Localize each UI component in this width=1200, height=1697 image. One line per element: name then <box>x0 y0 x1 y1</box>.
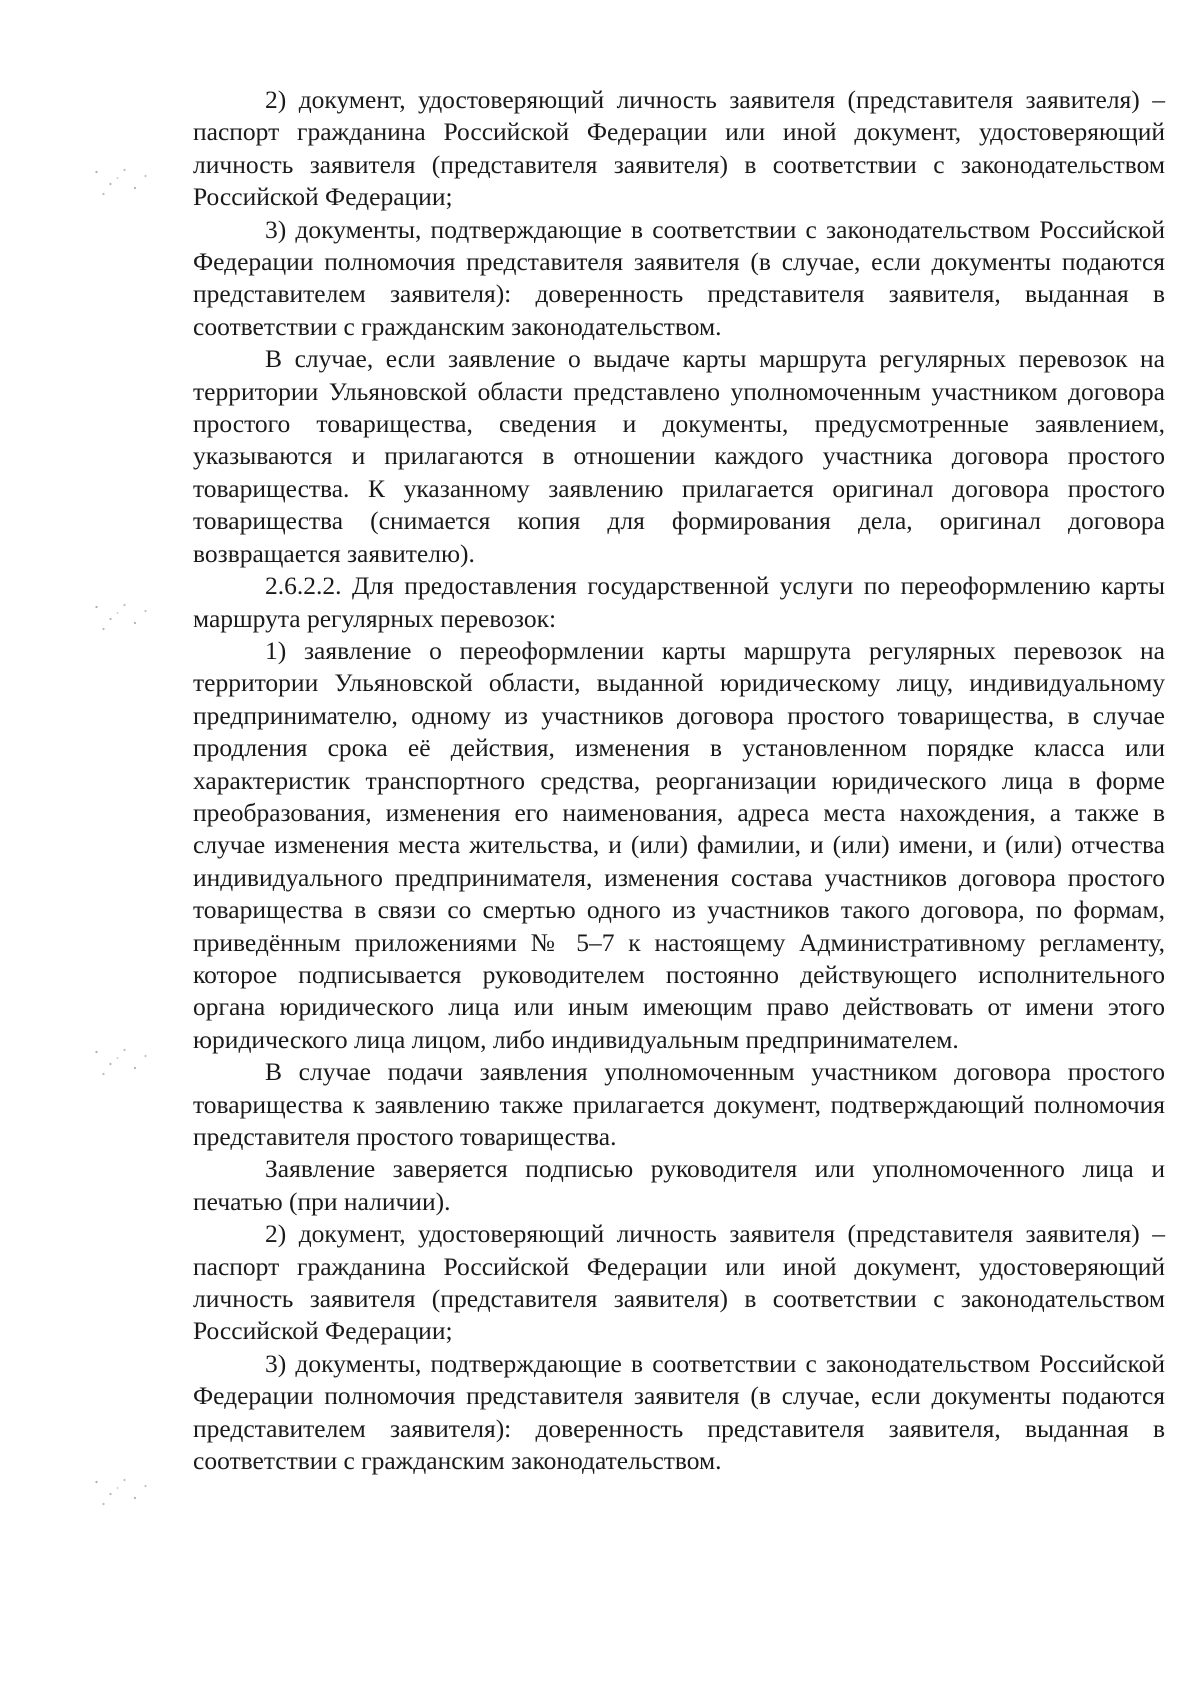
paragraph-reissue-application: 1) заявление о переоформлении карты маршрута регулярных перевозок на территории Ульяновской области, выданной юридическому лицу, индивидуальному предпринимателю, одному из участников договора простого товарищества, в случае продления срока её действия, изменения в установленном порядке класса или характеристик транспортного средства, реорганизации юридического лица в форме преобразования, изменения его наименования, адреса места нахождения, а также в случае изменения места жительства, и (или) фамилии, и (или) имени, и (или) отчества индивидуального предпринимателя, изменения состава участников договора простого товарищества в связи со смертью одного из участников такого договора, по формам, приведённым приложениями № 5–7 к настоящему Административному регламенту, которое подписывается руководителем постоянно действующего исполнительного органа юридического лица или иным имеющим право действовать от имени этого юридического лица лицом, либо индивидуальным предпринимателем. <box>193 635 1165 1054</box>
scan-speck <box>86 160 156 200</box>
paragraph-authority-documents-2: 3) документы, подтверждающие в соответствии с законодательством Российской Федерации полномочия представителя заявителя (в случае, если документы подаются представителем заявителя): доверенность представителя заявителя, выданная в соответствии с гражданским законодательством. <box>193 1348 1165 1476</box>
document-page <box>193 84 1165 1477</box>
paragraph-simple-partnership: В случае, если заявление о выдаче карты маршрута регулярных перевозок на территории Ульяновской области представлено уполномоченным участником договора простого товарищества, сведения и документы, предусмотренные заявлением, указываются и прилагаются в отношении каждого участника договора простого товарищества. К указанному заявлению прилагается оригинал договора простого товарищества (снимается копия для формирования дела, оригинал договора возвращается заявителю). <box>193 344 1165 568</box>
paragraph-authority-documents-1: 3) документы, подтверждающие в соответствии с законодательством Российской Федерации полномочия представителя заявителя (в случае, если документы подаются представителем заявителя): доверенность представителя заявителя, выданная в соответствии с гражданским законодательством. <box>193 214 1165 341</box>
scan-speck <box>86 595 156 635</box>
paragraph-signature-seal: Заявление заверяется подписью руководителя или уполномоченного лица и печатью (при наличии). <box>193 1154 1165 1216</box>
paragraph-identity-document-1: 2) документ, удостоверяющий личность заявителя (представителя заявителя) – паспорт гражданина Российской Федерации или иной документ, удостоверяющий личность заявителя (представителя заявителя) в соответствии с законодательством Российской Федерации; <box>193 85 1165 212</box>
scan-speck <box>86 1040 156 1080</box>
paragraph-authorized-participant: В случае подачи заявления уполномоченным участником договора простого товарищества к заявлению также прилагается документ, подтверждающий полномочия представителя простого товарищества. <box>193 1057 1165 1151</box>
scan-speck <box>86 1470 156 1510</box>
paragraph-identity-document-2: 2) документ, удостоверяющий личность заявителя (представителя заявителя) – паспорт гражданина Российской Федерации или иной документ, удостоверяющий личность заявителя (представителя заявителя) в соответствии с законодательством Российской Федерации; <box>193 1219 1165 1346</box>
paragraph-section-2-6-2-2: 2.6.2.2. Для предоставления государственной услуги по переоформлению карты маршрута регулярных перевозок: <box>193 571 1165 633</box>
